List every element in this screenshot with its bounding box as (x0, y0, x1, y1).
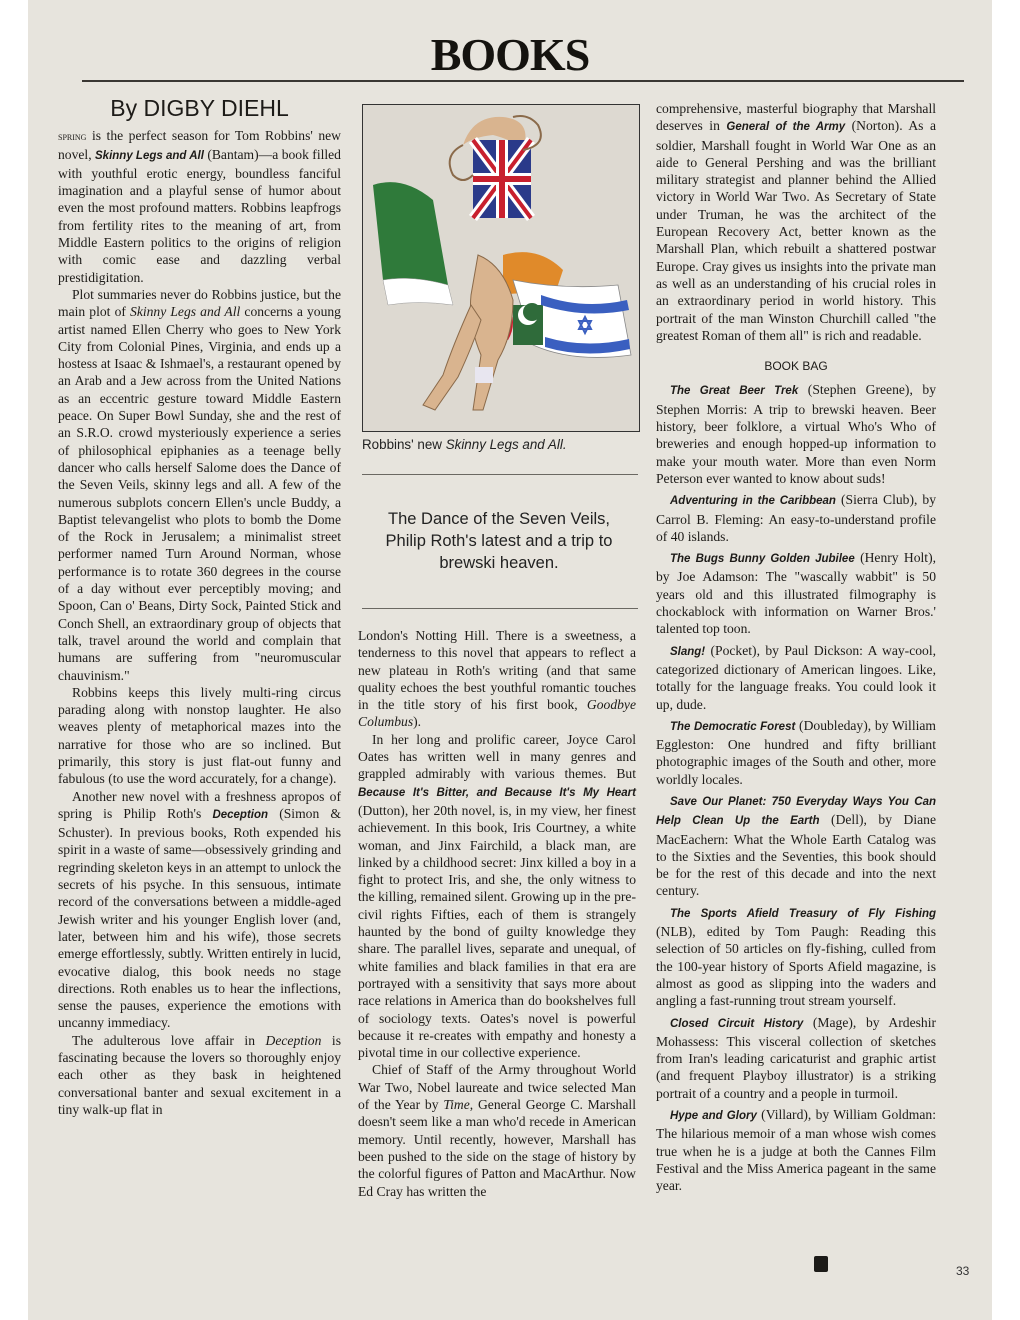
text-run: , General George C. Marshall doesn't seem like a man who'd recede in American memory. Until recently, however, Marshall has been pushed to the side on the stage of history by the colorful figures of Patton and MacArthur. Now Ed Cray has written the (358, 1097, 636, 1199)
book-bag-entry (656, 1106, 936, 1194)
book-title: Adventuring in the Caribbean (670, 495, 836, 508)
book-bag-entry (656, 642, 936, 713)
book-description: (Sierra Club), by Carrol B. Fleming: An easy-to-understand profile of 40 islands. (656, 492, 936, 544)
paragraph-7 (358, 731, 636, 1062)
text-run: Chief of Staff of the Army throughout World War Two, Nobel laureate and twice selected Man of the Year by (358, 1062, 636, 1113)
book-title: The Sports Afield Treasury of Fly Fishing (670, 907, 936, 920)
pullquote-rule-top (362, 474, 638, 475)
illustration-caption (362, 437, 638, 452)
text-run: In her long and prolific career, Joyce Carol Oates has written well in many genres and grappled admirably with various themes. But (358, 731, 636, 782)
text-run: (Dutton), her 20th novel, is, in my view, her finest achievement. In this book, Iris Courtney, a white woman, and Jinx Fairchild, a black man, are linked by a childhood secret: Jinx killed a boy in a fight to protect Iris, and she, the only witness to the killing, remained silent. Growing up in the pre-civil rights Fifties, each of them is strangely haunted by the bond of guilty knowledge they share. The parallel lives, separate and unequal, of white families and black families in that era are portrayed with a sensitivity that says more about race relations in America than do bookshelves full of sociology texts. Oates's novel is powerful because it re-creates with empathy and honesty a pivotal time in our collective experience. (358, 802, 636, 1061)
book-bag-heading: BOOK BAG (764, 359, 828, 374)
text-run: ). (413, 714, 422, 730)
caption-text: Robbins' new (362, 437, 446, 452)
book-title: Deception (212, 808, 269, 821)
text-run: Plot summaries never do Robbins justice, but the main plot of (58, 286, 341, 320)
text-run: is fascinating because the lovers so thoroughly enjoy each other as they bask in heightened conversational banter and sexual excitement in a tiny walk-up flat in (58, 1032, 341, 1117)
column-2 (358, 627, 636, 1200)
book-title: Because It's Bitter, and Because It's My Heart (358, 786, 636, 799)
text-run: is the perfect season for Tom Robbins' new novel, (58, 128, 341, 162)
text-run: The adulterous love affair in (72, 1032, 266, 1048)
book-title: Closed Circuit History (670, 1017, 804, 1030)
book-title: The Great Beer Trek (670, 385, 799, 398)
book-title: Hype and Glory (670, 1110, 757, 1123)
pullquote-rule-bottom (362, 608, 638, 609)
book-description: (Pocket), by Paul Dickson: A way-cool, categorized dictionary of American lingoes. Like, totally for the language freaks. You could look it up, dude. (656, 642, 936, 712)
book-description: (NLB), edited by Tom Paugh: Reading this selection of 50 articles on fly-fishing, culled from the 100-year history of Sports Afield magazine, is almost as good as slipping into the waders and angling a fast-running trout stream yourself. (656, 924, 936, 1009)
book-bag-entry (656, 904, 936, 1010)
book-description: (Mage), by Ardeshir Mohassess: This visceral collection of sketches from Iran's leading caricaturist and graphic artist (and frequent Playboy illustrator) is a striking portrait of a country and a people in turmoil. (656, 1014, 936, 1101)
paragraph-2 (58, 286, 341, 684)
book-bag-entry (656, 717, 936, 788)
book-title: The Democratic Forest (670, 720, 796, 733)
book-bag-entry (656, 381, 936, 487)
book-bag-entry (656, 491, 936, 545)
paragraph-6 (358, 627, 636, 731)
lead-word: spring (58, 129, 87, 144)
book-description: (Henry Holt), by Joe Adamson: The "wascally wabbit" is 50 years old and this illustrated filmography is chockablock with information on Warner Bros.' talented top toon. (656, 550, 936, 637)
text-run: London's Notting Hill. There is a sweetness, a tenderness to this novel that appears to reflect a new plateau in Roth's writing (and that same quality echoes the best youthful romantic touches in the title story of his first book, (358, 628, 636, 713)
paragraph-4 (58, 788, 341, 1032)
section-title: BOOKS (430, 29, 590, 80)
book-bag-entry (656, 549, 936, 637)
paragraph-8 (358, 1061, 636, 1199)
book-title: Skinny Legs and All (130, 304, 241, 320)
book-description: (Villard), by William Goldman: The hilarious memoir of a man whose wish comes true when he is a judge at both the Cannes Film Festival and the Miss America pageant in the same year. (656, 1107, 936, 1194)
magazine-page (28, 0, 992, 1320)
paragraph-5 (58, 1032, 341, 1118)
book-bag-entry (656, 792, 936, 900)
book-title: Save Our Planet: 750 Everyday Ways You Can Help Clean Up the Earth (656, 795, 936, 828)
text-run: concerns a young artist named Ellen Cherry who goes to New York City from Colonial Pines, Virginia, and ends up a hostess at Isaac & Ishmael's, a restaurant opened by an Arab and a Jew across from the United Nations as an eccentric gesture toward Middle Eastern peace. On Super Bowl Sunday, she and the rest of an S.R.O. crowd mysteriously experience a series of philosophical epiphanies as a teenage belly dancer who calls herself Salome does the Dance of the Seven Veils, skinny legs and all. A few of the numerous subplots concern Ellen's uncle Buddy, a Baptist televangelist who plots to bomb the Dome of the Rock in Jerusalem; a minimalist street performer named Turn Around Norman, whose performance is to rotate 360 degrees in the course of a day without ever perceptibly moving; and Spoon, Can o' Beans, Dirty Sock, Painted Stick and Conch Shell, an extraordinary group of objects that talk, travel around the world and complain that humans are suffering from "neuromuscular chauvinism." (58, 304, 341, 683)
page-number: 33 (956, 1264, 970, 1278)
header-rule (82, 80, 964, 82)
magazine-title: Time (443, 1097, 470, 1113)
rabbit-head-icon (814, 1256, 828, 1272)
paragraph-3: Robbins keeps this lively multi-ring circus parading along with nonstop laughter. He also weaves plenty of metaphorical mazes into the narrative for those who are so inclined. But primarily, this story is just flat-out funny and fabulous (to use the word accurately, for a change). (58, 684, 341, 787)
book-bag-entry (656, 1014, 936, 1102)
book-title: Slang! (670, 645, 706, 658)
book-title: General of the Army (726, 121, 846, 134)
text-run: (Simon & Schuster). In previous books, Roth expended his spirit in a waste of same—obsessively grinding and regrinding skeleton keys in an attempt to unlock the secrets of his psyche. In this sensuous, intimate record of the conversations between a middle-aged Jewish writer and his younger English lover (and, later, between him and his wife), those secrets emerge effortlessly, subtly. Written entirely in lucid, evocative dialog, this book needs no stage directions. Roth enables us to hear the inflections, sense the pauses, experience the emotions with uncanny immediacy. (58, 805, 341, 1031)
caption-title: Skinny Legs and All. (445, 437, 567, 452)
book-title: Deception (265, 1032, 322, 1048)
text-run: (Bantam)—a book filled with youthful erotic energy, boundless fanciful imagination and a playful sense of humor about even the most profound matters. Robbins leapfrogs from fertility rites to the meaning of art, from Middle Eastern politics to the origins of religion with comic ease and dazzling verbal prestidigitation. (58, 146, 341, 285)
book-description: (Dell), by Diane MacEachern: What the Whole Earth Catalog was to the Sixties and the Seventies, this book should be for the rest of this decade and into the next century. (656, 812, 937, 899)
book-title: Goodbye Columbus (358, 697, 636, 730)
text-run: (Norton). As a soldier, Marshall fought in World War One as an aide to General Pershing and was the brilliant military strategist and planner behind the Allied victory in World War Two. As Secretary of State under Truman, he was the architect of the European Recovery Act, better known as the Marshall Plan, which rebuilt a shattered postwar Europe. Cray gives us insights into the private man as well as an understanding of his crucial roles in an extraordinary period in world history. This portrait of the man Winston Churchill called "the greatest Roman of them all" is rich and readable. (656, 118, 936, 343)
byline: By DIGBY DIEHL (110, 95, 289, 121)
paragraph-9 (656, 100, 936, 344)
paragraph-1 (58, 127, 341, 286)
book-description: (Doubleday), by William Eggleston: One hundred and fifty brilliant photographic images of the South and other, more worldly locales. (656, 717, 936, 787)
book-bag-list (656, 381, 936, 1194)
text-run: comprehensive, masterful biography that Marshall deserves in (656, 101, 936, 134)
book-title: The Bugs Bunny Golden Jubilee (670, 553, 855, 566)
column-3 (656, 100, 936, 1199)
text-run: Another new novel with a freshness apropos of spring is Philip Roth's (58, 788, 341, 821)
book-title: Skinny Legs and All (95, 149, 204, 162)
column-1 (58, 95, 341, 1118)
pullquote: The Dance of the Seven Veils, Philip Roth's latest and a trip to brewski heaven. (385, 510, 613, 572)
dancer-with-flags-icon (363, 105, 639, 431)
book-description: (Stephen Greene), by Stephen Morris: A trip to brewski heaven. Beer history, beer folklore, a virtual Who's Who of breweries and enough hopped-up information to make your mouth water. More than even Norm Peterson ever wanted to know about suds! (656, 382, 937, 486)
dancer-illustration (362, 104, 640, 432)
